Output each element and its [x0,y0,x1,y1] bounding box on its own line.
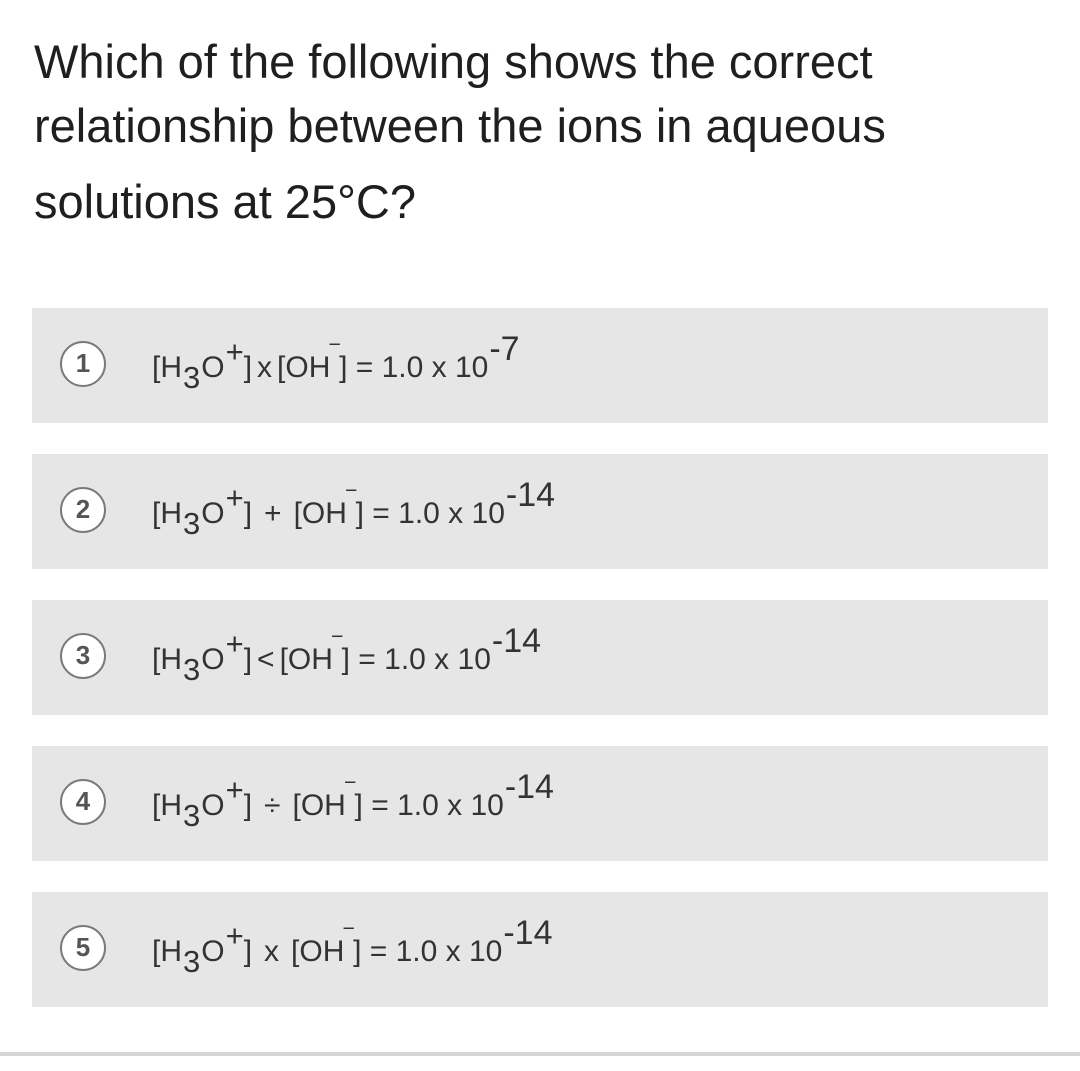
equation-close-bracket: ] [243,789,253,822]
equation-operator: x [264,935,280,968]
equation-h3o-bracket: [H [152,351,182,384]
equation-oxygen: O [201,497,225,530]
equation-close-bracket: ] [339,351,348,384]
equation-exponent: -14 [504,768,554,806]
equation-operator: < [257,643,275,676]
question-line-1: Which of the following shows the correct [34,35,873,88]
equation-minus-charge: ‾ [344,924,354,954]
equation-rhs: = 1.0 x 10 [372,497,505,530]
equation-subscript: 3 [183,944,201,979]
equation-minus-charge: ‾ [330,340,340,370]
option-equation [152,476,556,542]
equation-oh-bracket: [OH [279,643,333,676]
question-line-3: solutions at 25°C? [34,175,416,228]
equation-h3o-bracket: [H [152,789,182,822]
equation-operator: x [257,351,273,384]
answer-option-3[interactable] [32,600,1048,715]
option-number-badge[interactable]: 1 [60,341,106,387]
option-number-badge[interactable]: 5 [60,925,106,971]
question-text [34,30,1044,234]
answer-option-2[interactable] [32,454,1048,569]
option-equation [152,914,553,980]
equation-subscript: 3 [183,652,201,687]
equation-close-bracket: ] [341,643,350,676]
equation-plus-charge: + [225,772,244,807]
equation-h3o-bracket: [H [152,935,182,968]
equation-h3o-bracket: [H [152,497,182,530]
equation-close-bracket: ] [354,789,363,822]
option-number-badge[interactable]: 2 [60,487,106,533]
bottom-divider [0,1052,1080,1056]
equation-exponent: -14 [503,914,553,952]
equation-rhs: = 1.0 x 10 [358,643,491,676]
option-number-badge[interactable]: 4 [60,779,106,825]
equation-oxygen: O [201,789,225,822]
answer-option-1[interactable] [32,308,1048,423]
equation-oh-bracket: [OH [291,935,345,968]
question-line-2: relationship between the ions in aqueous [34,99,886,152]
option-equation [152,330,520,396]
answer-option-4[interactable] [32,746,1048,861]
equation-h3o-bracket: [H [152,643,182,676]
equation-close-bracket: ] [243,497,253,530]
equation-plus-charge: + [225,626,244,661]
equation-oh-bracket: [OH [277,351,331,384]
equation-oxygen: O [201,935,225,968]
option-number-badge[interactable]: 3 [60,633,106,679]
equation-rhs: = 1.0 x 10 [355,351,489,384]
answer-option-5[interactable] [32,892,1048,1007]
equation-operator: + [264,497,282,530]
equation-plus-charge: + [225,334,244,369]
equation-oh-bracket: [OH [293,497,347,530]
equation-oxygen: O [201,643,225,676]
equation-plus-charge: + [225,918,244,953]
equation-subscript: 3 [183,798,201,833]
equation-minus-charge: ‾ [345,778,355,808]
equation-rhs: = 1.0 x 10 [371,789,504,822]
equation-exponent: -7 [489,330,520,368]
equation-exponent: -14 [505,476,556,514]
equation-close-bracket: ] [243,351,253,384]
equation-rhs: = 1.0 x 10 [369,935,503,968]
option-equation [152,768,554,834]
equation-subscript: 3 [183,360,201,395]
equation-exponent: -14 [491,622,542,660]
equation-operator: ÷ [264,789,281,822]
equation-oh-bracket: [OH [292,789,346,822]
equation-close-bracket: ] [243,643,253,676]
equation-plus-charge: + [225,480,244,515]
equation-subscript: 3 [183,506,201,541]
equation-close-bracket: ] [355,497,364,530]
option-equation [152,622,542,688]
equation-close-bracket: ] [243,935,253,968]
equation-close-bracket: ] [353,935,362,968]
equation-minus-charge: ‾ [332,632,342,662]
equation-oxygen: O [201,351,225,384]
equation-minus-charge: ‾ [346,486,356,516]
